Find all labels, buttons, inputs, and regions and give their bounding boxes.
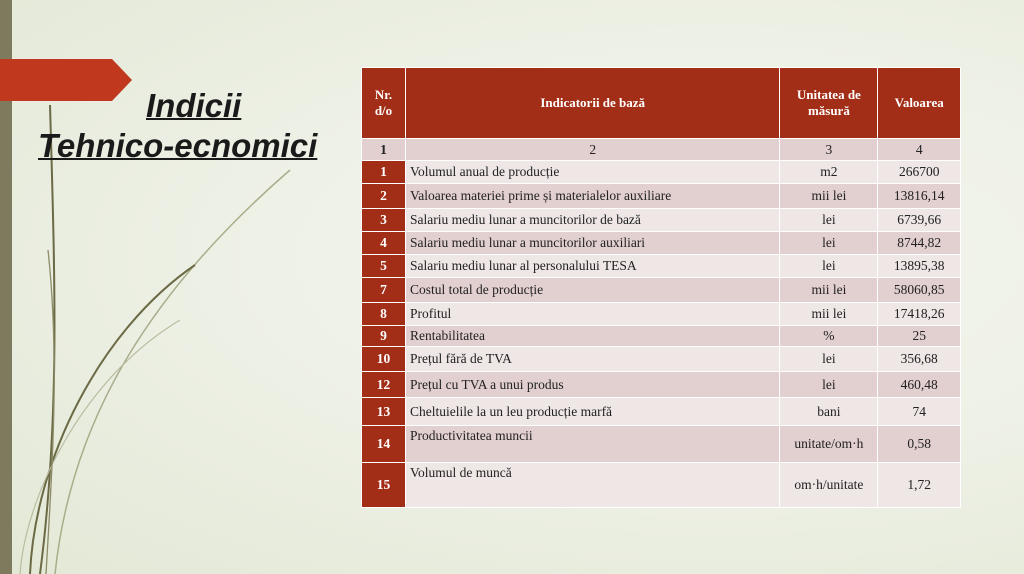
row-nr: 13	[362, 398, 406, 426]
row-unit: mii lei	[780, 278, 878, 303]
column-number: 4	[878, 139, 961, 161]
table-row	[362, 347, 961, 372]
row-indicator: Salariu mediu lunar a muncitorilor auxiliari	[406, 232, 780, 255]
table-row	[362, 398, 961, 426]
row-value: 8744,82	[878, 232, 961, 255]
row-value: 266700	[878, 161, 961, 184]
row-nr: 2	[362, 184, 406, 209]
table-row	[362, 326, 961, 347]
row-value: 17418,26	[878, 303, 961, 326]
table-row	[362, 255, 961, 278]
row-nr: 12	[362, 372, 406, 398]
row-unit: bani	[780, 398, 878, 426]
row-unit: mii lei	[780, 184, 878, 209]
row-indicator: Rentabilitatea	[406, 326, 780, 347]
column-number: 2	[406, 139, 780, 161]
row-nr: 3	[362, 209, 406, 232]
row-value: 74	[878, 398, 961, 426]
row-unit: mii lei	[780, 303, 878, 326]
row-indicator: Salariu mediu lunar al personalului TESA	[406, 255, 780, 278]
row-value: 25	[878, 326, 961, 347]
row-unit: om·h/unitate	[780, 463, 878, 508]
row-unit: m2	[780, 161, 878, 184]
row-value: 6739,66	[878, 209, 961, 232]
row-value: 0,58	[878, 426, 961, 463]
row-indicator: Productivitatea muncii	[406, 426, 780, 463]
header-unit: Unitatea de măsură	[780, 68, 878, 139]
row-indicator: Volumul anual de producție	[406, 161, 780, 184]
column-number: 1	[362, 139, 406, 161]
row-unit: lei	[780, 347, 878, 372]
table-row	[362, 303, 961, 326]
row-indicator: Volumul de muncă	[406, 463, 780, 508]
row-unit: lei	[780, 232, 878, 255]
row-unit: lei	[780, 209, 878, 232]
row-unit: lei	[780, 255, 878, 278]
row-unit: %	[780, 326, 878, 347]
row-value: 1,72	[878, 463, 961, 508]
row-unit: unitate/om·h	[780, 426, 878, 463]
table-row	[362, 184, 961, 209]
header-indicator: Indicatorii de bază	[406, 68, 780, 139]
title-line-1: Indicii	[146, 87, 242, 124]
table-row	[362, 463, 961, 508]
column-number: 3	[780, 139, 878, 161]
row-nr: 10	[362, 347, 406, 372]
row-nr: 1	[362, 161, 406, 184]
table-row	[362, 232, 961, 255]
table-row	[362, 426, 961, 463]
table-row	[362, 372, 961, 398]
row-indicator: Valoarea materiei prime și materialelor auxiliare	[406, 184, 780, 209]
row-value: 460,48	[878, 372, 961, 398]
row-nr: 5	[362, 255, 406, 278]
table-row	[362, 278, 961, 303]
title-line-2: Tehnico-ecnomici	[38, 127, 318, 164]
row-nr: 4	[362, 232, 406, 255]
row-value: 13895,38	[878, 255, 961, 278]
table-row	[362, 209, 961, 232]
row-value: 58060,85	[878, 278, 961, 303]
row-nr: 8	[362, 303, 406, 326]
table-row	[362, 161, 961, 184]
column-number-row	[362, 139, 961, 161]
row-indicator: Prețul cu TVA a unui produs	[406, 372, 780, 398]
row-indicator: Cheltuielile la un leu producție marfă	[406, 398, 780, 426]
header-nr: Nr. d/o	[362, 68, 406, 139]
row-indicator: Salariu mediu lunar a muncitorilor de bază	[406, 209, 780, 232]
row-nr: 9	[362, 326, 406, 347]
table-header-row	[362, 68, 961, 139]
row-value: 356,68	[878, 347, 961, 372]
indicators-table	[361, 67, 961, 508]
row-value: 13816,14	[878, 184, 961, 209]
row-nr: 15	[362, 463, 406, 508]
row-indicator: Prețul fără de TVA	[406, 347, 780, 372]
page-title	[38, 86, 368, 166]
row-indicator: Costul total de producție	[406, 278, 780, 303]
row-nr: 7	[362, 278, 406, 303]
row-indicator: Profitul	[406, 303, 780, 326]
row-unit: lei	[780, 372, 878, 398]
row-nr: 14	[362, 426, 406, 463]
header-value: Valoarea	[878, 68, 961, 139]
